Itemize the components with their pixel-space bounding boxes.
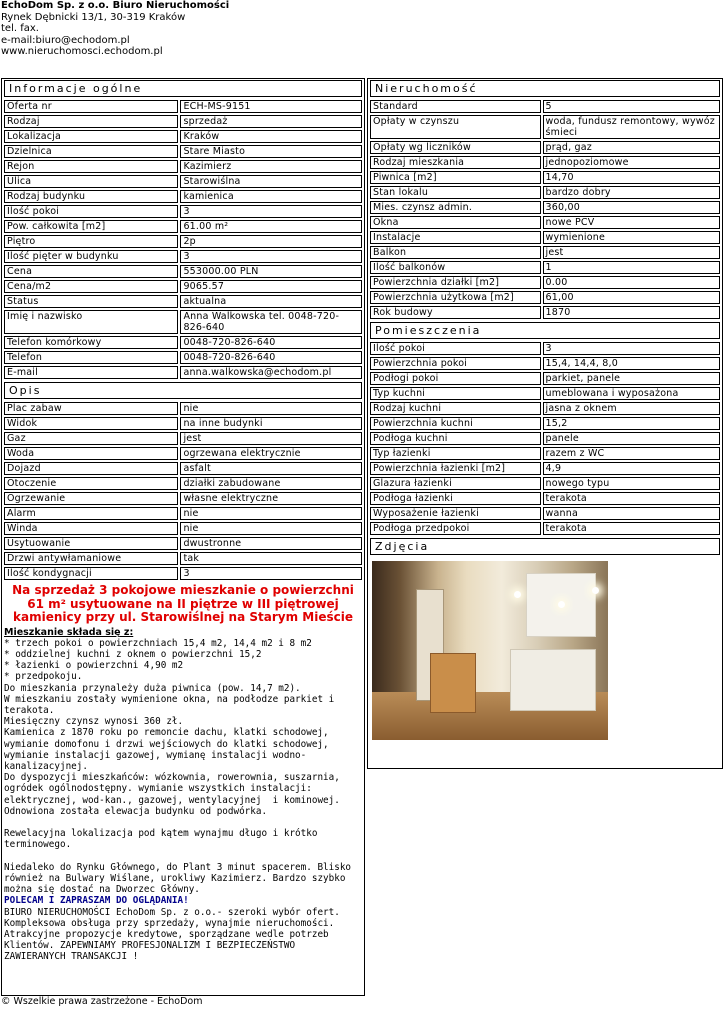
rooms-value: 15,4, 14,4, 8,0 (543, 357, 720, 370)
general-label: Rejon (4, 160, 178, 173)
section-title-rooms: Pomieszczenia (370, 322, 720, 339)
agency-email: e-mail:biuro@echodom.pl (1, 34, 130, 46)
general-row (4, 160, 362, 173)
general-value: Kazimierz (180, 160, 362, 173)
rooms-row (370, 417, 720, 430)
general-value: 0048-720-826-640 (180, 351, 362, 364)
opis-table (2, 400, 364, 582)
opis-value: 3 (180, 567, 362, 580)
opis-value: asfalt (180, 462, 362, 475)
opis-value: nie (180, 402, 362, 415)
rooms-value: 4,9 (543, 462, 720, 475)
general-value: 2p (180, 235, 362, 248)
property-label: Rok budowy (370, 306, 541, 319)
opis-label: Alarm (4, 507, 178, 520)
property-row (370, 231, 720, 244)
description-heading: Mieszkanie składa się z: (4, 626, 134, 638)
rooms-row (370, 462, 720, 475)
rooms-value: terakota (543, 492, 720, 505)
right-column (367, 78, 723, 769)
general-row (4, 130, 362, 143)
general-table (2, 98, 364, 381)
opis-row (4, 477, 362, 490)
general-value: 61.00 m² (180, 220, 362, 233)
opis-label: Ilość kondygnacji (4, 567, 178, 580)
property-label: Okna (370, 216, 541, 229)
rooms-row (370, 492, 720, 505)
left-column (1, 78, 365, 996)
opis-row (4, 492, 362, 505)
general-label: Lokalizacja (4, 130, 178, 143)
agency-address: Rynek Dębnicki 13/1, 30-319 Kraków (1, 11, 186, 23)
property-value: jest (543, 246, 720, 259)
property-label: Instalacje (370, 231, 541, 244)
opis-value: nie (180, 507, 362, 520)
general-row (4, 336, 362, 349)
property-label: Powierzchnia użytkowa [m2] (370, 291, 541, 304)
opis-row (4, 552, 362, 565)
rooms-label: Ilość pokoi (370, 342, 541, 355)
general-value: 3 (180, 205, 362, 218)
general-value: aktualna (180, 295, 362, 308)
general-label: Oferta nr (4, 100, 178, 113)
general-row (4, 145, 362, 158)
promo-headline: Na sprzedaż 3 pokojowe mieszkanie o powierzchni 61 m² usytuowane na II piętrze w III piętrowej kamienicy przy ul. Starowiślnej na Starym Mieście (12, 583, 354, 624)
property-row (370, 291, 720, 304)
opis-label: Drzwi antywłamaniowe (4, 552, 178, 565)
general-value: 0048-720-826-640 (180, 336, 362, 349)
opis-value: ogrzewana elektrycznie (180, 447, 362, 460)
property-row (370, 306, 720, 319)
description (4, 627, 362, 963)
rooms-label: Podłoga kuchni (370, 432, 541, 445)
general-label: Ilość pokoi (4, 205, 178, 218)
general-row (4, 265, 362, 278)
rooms-label: Podłoga łazienki (370, 492, 541, 505)
property-row (370, 246, 720, 259)
rooms-label: Powierzchnia pokoi (370, 357, 541, 370)
opis-label: Winda (4, 522, 178, 535)
property-value: wymienione (543, 231, 720, 244)
general-value: sprzedaż (180, 115, 362, 128)
general-row (4, 175, 362, 188)
property-label: Opłaty w czynszu (370, 115, 541, 139)
rooms-value: wanna (543, 507, 720, 520)
rooms-value: nowego typu (543, 477, 720, 490)
opis-value: jest (180, 432, 362, 445)
photo-lamp (592, 587, 599, 594)
general-row (4, 190, 362, 203)
rooms-value: panele (543, 432, 720, 445)
property-value: prąd, gaz (543, 141, 720, 154)
property-row (370, 216, 720, 229)
general-value: kamienica (180, 190, 362, 203)
rooms-value: parkiet, panele (543, 372, 720, 385)
property-table (368, 98, 722, 321)
opis-row (4, 522, 362, 535)
general-label: Status (4, 295, 178, 308)
section-title-photos: Zdjęcia (370, 538, 720, 555)
rooms-value: terakota (543, 522, 720, 535)
opis-value: na inne budynki (180, 417, 362, 430)
opis-value: własne elektryczne (180, 492, 362, 505)
property-label: Opłaty wg liczników (370, 141, 541, 154)
opis-label: Dojazd (4, 462, 178, 475)
description-body: * trzech pokoi o powierzchniach 15,4 m2, 14,4 m2 i 8 m2 * oddzielnej kuchni z oknem o powierzchni 15,2 * łazienki o powierzchni 4,90 m2 * przedpokoju. Do mieszkania przynależy duża piwnica (pow. 14,7 m2). W mieszkaniu zostały wymienione okna, na podłodze parkiet i terakota. Miesięczny czynsz wynosi 360 zł. Kamienica z 1870 roku po remoncie dachu, klatki schodowej, wymianie domofonu i drzwi wejściowych do klatki schodowej, wymianie instalacji gazowej, wymianę instalacji wodno-kanalizacyjnej. Do dyspozycji mieszkańców: wózkownia, rowerownia, suszarnia, ogródek ogólnodostępny. wymianie wszystkich instalacji: elektrycznej, wod-kan., gazowej, wentylacyjnej i kominowej. Odnowiona została elewacja budynku od podwórka. Rewelacyjna lokalizacja pod kątem wynajmu długo i krótko terminowego. Niedaleko do Rynku Głównego, do Plant 3 minut spacerem. Blisko również na Bulwary Wiślane, urokliwy Kazimierz. Bardzo szybko można się dostać na Dworzec Główny. (4, 637, 352, 896)
property-value: 61,00 (543, 291, 720, 304)
property-label: Standard (370, 100, 541, 113)
opis-row (4, 417, 362, 430)
general-row (4, 351, 362, 364)
agency-header (1, 0, 229, 58)
general-label: Cena (4, 265, 178, 278)
general-value: 9065.57 (180, 280, 362, 293)
rooms-label: Typ łazienki (370, 447, 541, 460)
rooms-label: Rodzaj kuchni (370, 402, 541, 415)
opis-label: Plac zabaw (4, 402, 178, 415)
property-label: Ilość balkonów (370, 261, 541, 274)
rooms-label: Podłoga przedpokoi (370, 522, 541, 535)
general-row (4, 250, 362, 263)
general-label: Ilość pięter w budynku (4, 250, 178, 263)
rooms-row (370, 477, 720, 490)
general-label: E-mail (4, 366, 178, 379)
opis-label: Otoczenie (4, 477, 178, 490)
rooms-row (370, 402, 720, 415)
agency-name: EchoDom Sp. z o.o. Biuro Nieruchomości (1, 0, 230, 11)
rooms-label: Powierzchnia łazienki [m2] (370, 462, 541, 475)
rooms-label: Powierzchnia kuchni (370, 417, 541, 430)
general-label: Cena/m2 (4, 280, 178, 293)
property-label: Balkon (370, 246, 541, 259)
section-title-general: Informacje ogólne (4, 80, 362, 97)
property-value: bardzo dobry (543, 186, 720, 199)
property-row (370, 115, 720, 139)
general-value: anna.walkowska@echodom.pl (180, 366, 362, 379)
section-title-opis: Opis (4, 382, 362, 399)
property-value: 5 (543, 100, 720, 113)
property-row (370, 141, 720, 154)
general-row (4, 115, 362, 128)
opis-value: nie (180, 522, 362, 535)
property-row (370, 186, 720, 199)
general-value: Stare Miasto (180, 145, 362, 158)
rooms-row (370, 522, 720, 535)
property-row (370, 201, 720, 214)
general-value: Kraków (180, 130, 362, 143)
property-label: Piwnica [m2] (370, 171, 541, 184)
rooms-row (370, 357, 720, 370)
rooms-row (370, 507, 720, 520)
property-label: Rodzaj mieszkania (370, 156, 541, 169)
rooms-label: Typ kuchni (370, 387, 541, 400)
property-row (370, 100, 720, 113)
rooms-value: jasna z oknem (543, 402, 720, 415)
opis-value: dwustronne (180, 537, 362, 550)
general-value: Anna Walkowska tel. 0048-720-826-640 (180, 310, 362, 334)
agency-www: www.nieruchomosci.echodom.pl (1, 46, 163, 57)
opis-value: tak (180, 552, 362, 565)
photo-lamp (514, 591, 521, 598)
apartment-photo[interactable] (372, 561, 608, 740)
property-value: 360,00 (543, 201, 720, 214)
general-value: ECH-MS-9151 (180, 100, 362, 113)
general-label: Telefon (4, 351, 178, 364)
general-row (4, 100, 362, 113)
rooms-label: Podłogi pokoi (370, 372, 541, 385)
opis-row (4, 537, 362, 550)
opis-row (4, 447, 362, 460)
property-row (370, 156, 720, 169)
rooms-row (370, 432, 720, 445)
general-value: 3 (180, 250, 362, 263)
property-value: jednopoziomowe (543, 156, 720, 169)
property-row (370, 276, 720, 289)
rooms-label: Glazura łazienki (370, 477, 541, 490)
general-label: Ulica (4, 175, 178, 188)
rooms-value: 3 (543, 342, 720, 355)
property-row (370, 171, 720, 184)
property-row (370, 261, 720, 274)
general-row (4, 205, 362, 218)
property-value: 1 (543, 261, 720, 274)
general-label: Dzielnica (4, 145, 178, 158)
opis-row (4, 567, 362, 580)
rooms-value: umeblowana i wyposażona (543, 387, 720, 400)
section-title-property: Nieruchomość (370, 80, 720, 97)
opis-row (4, 402, 362, 415)
property-value: 1870 (543, 306, 720, 319)
general-row (4, 235, 362, 248)
opis-label: Woda (4, 447, 178, 460)
general-value: 553000.00 PLN (180, 265, 362, 278)
rooms-row (370, 342, 720, 355)
opis-label: Gaz (4, 432, 178, 445)
general-label: Imię i nazwisko (4, 310, 178, 334)
rooms-row (370, 447, 720, 460)
general-row (4, 295, 362, 308)
opis-label: Usytuowanie (4, 537, 178, 550)
general-row (4, 220, 362, 233)
general-label: Piętro (4, 235, 178, 248)
photo-kitchen-counter (510, 649, 596, 711)
property-label: Stan lokalu (370, 186, 541, 199)
photo-lamp (558, 601, 565, 608)
general-row (4, 280, 362, 293)
rooms-row (370, 387, 720, 400)
photo-dresser (430, 653, 476, 713)
property-value: 14,70 (543, 171, 720, 184)
general-label: Pow. całkowita [m2] (4, 220, 178, 233)
description-footer-text: BIURO NIERUCHOMOŚCI EchoDom Sp. z o.o.- szeroki wybór ofert. Kompleksowa obsługa przy sprzedaży, wynajmie nieruchomości. Atrakcyjne propozycje kredytowe, sporządzane wedle potrzeb Klientów. ZAPEWNIAMY PROFESJONALIZM I BEZPIECZEŃSTWO ZAWIERANYCH TRANSAKCJI ! (4, 906, 340, 963)
general-row (4, 310, 362, 334)
copyright-footer: © Wszelkie prawa zastrzeżone - EchoDom (1, 996, 203, 1007)
property-value: 0.00 (543, 276, 720, 289)
rooms-value: razem z WC (543, 447, 720, 460)
opis-value: działki zabudowane (180, 477, 362, 490)
property-value: nowe PCV (543, 216, 720, 229)
opis-label: Widok (4, 417, 178, 430)
general-label: Rodzaj (4, 115, 178, 128)
general-value: Starowiślna (180, 175, 362, 188)
agency-telfax: tel. fax. (1, 23, 39, 34)
rooms-label: Wyposażenie łazienki (370, 507, 541, 520)
description-cta: POLECAM I ZAPRASZAM DO OGLĄDANIA! (4, 895, 189, 907)
property-label: Powierzchnia działki [m2] (370, 276, 541, 289)
general-label: Rodzaj budynku (4, 190, 178, 203)
general-label: Telefon komórkowy (4, 336, 178, 349)
general-row (4, 366, 362, 379)
opis-label: Ogrzewanie (4, 492, 178, 505)
opis-row (4, 432, 362, 445)
rooms-row (370, 372, 720, 385)
property-label: Mies. czynsz admin. (370, 201, 541, 214)
rooms-table (368, 340, 722, 537)
rooms-value: 15,2 (543, 417, 720, 430)
opis-row (4, 507, 362, 520)
opis-row (4, 462, 362, 475)
property-value: woda, fundusz remontowy, wywóz śmieci (543, 115, 720, 139)
